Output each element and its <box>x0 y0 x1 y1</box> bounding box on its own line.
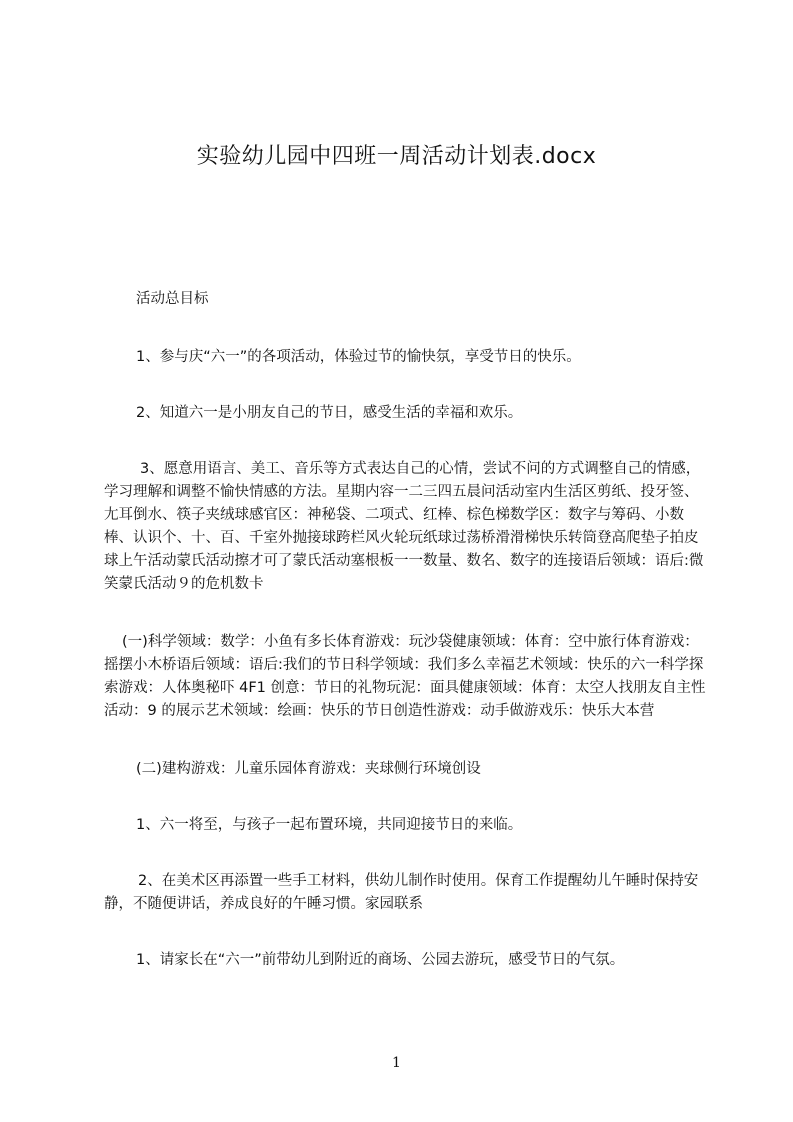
paragraph: 1、请家长在“六一”前带幼儿到附近的商场、公园去游玩，感受节日的气氛。 <box>136 952 625 968</box>
paragraph: 3、愿意用语言、美工、音乐等方式表达自己的心情，尝试不问的方式调整自己的情感，学习理解和调整不愉快情感的方法。星期内容一二三四五晨问活动室内生活区剪纸、投牙签、尢耳倒水、筷子夹绒球感官区：神秘袋、二项式、红棒、棕色梯数学区：数字与筹码、小数棒、认识个、十、百、千室外抛接球跨栏风火轮玩纸球过荡桥滑滑梯快乐转筒登高爬垫子拍皮球上午活动蒙氏活动擦才可了蒙氏活动塞根板一一数量、数名、数字的连接语后领域：语后:微笑蒙氏活动９的危机数卡 <box>104 461 704 592</box>
paragraph: 2、在美术区再添置一些手工材料，供幼儿制作时使用。保育工作提醒幼儿午睡时保持安静，不随便讲话，养成良好的午睡习惯。家园联系 <box>104 873 699 912</box>
paragraph: (一)科学领域：数学：小鱼有多长体育游戏：玩沙袋健康领域：体育：空中旅行体育游戏：摇摆小木桥语后领域：语后:我们的节日科学领域：我们多么幸福艺术领域：快乐的六一科学探索游戏：人体奥秘吓 4F1 创意：节日的礼物玩泥：面具健康领域：体育：太空人找朋友自主性活动：9 的展示艺术领域：绘画：快乐的节日创造性游戏：动手做游戏乐：快乐大本营 <box>104 634 706 719</box>
document-body <box>104 288 710 972</box>
page-number: 1 <box>392 1055 401 1071</box>
paragraph: 2、知道六一是小朋友自己的节日，感受生活的幸福和欢乐。 <box>136 405 523 421</box>
section-heading: 活动总目标 <box>136 291 209 307</box>
paragraph: (二)建构游戏：儿童乐园体育游戏：夹球侧行环境创设 <box>136 761 481 777</box>
paragraph: 1、参与庆“六一”的各项活动，体验过节的愉快氛，享受节日的快乐。 <box>136 349 581 365</box>
document-title: 实验幼儿园中四班一周活动计划表.docx <box>196 144 597 169</box>
paragraph: 1、六一将至，与孩子一起布置环境，共同迎接节日的来临。 <box>136 817 523 833</box>
